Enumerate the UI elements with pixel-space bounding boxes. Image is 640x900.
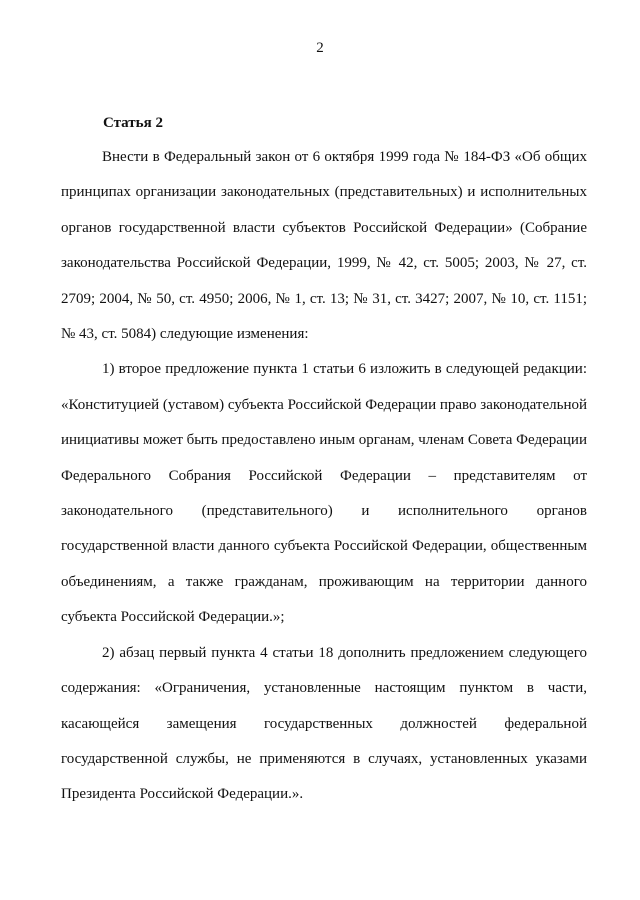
article-paragraph-item-1: 1) второе предложение пункта 1 статьи 6 изложить в следующей редакции: «Конституцией (уставом) субъекта Российской Федерации право законодательной инициативы может быть предоставлено иным органам, членам Совета Федерации Федерального Собрания Российской Федерации – представителям от законодательного (представительного) и исполнительного органов государственной власти данного субъекта Российской Федерации, общественным объединениям, а также гражданам, проживающим на территории данного субъекта Российской Федерации.»; bbox=[61, 361, 587, 626]
article-paragraph-item-2: 2) абзац первый пункта 4 статьи 18 дополнить предложением следующего содержания: «Ограничения, установленные настоящим пунктом в части, касающейся замещения государственных должностей федеральной государственной службы, не применяются в случаях, установленных указами Президента Российской Федерации.». bbox=[61, 644, 587, 803]
article-paragraph-intro: Внести в Федеральный закон от 6 октября 1999 года № 184-ФЗ «Об общих принципах организации законодательных (представительных) и исполнительных органов государственной власти субъектов Российской Федерации» (Собрание законодательства Российской Федерации, 1999, № 42, ст. 5005; 2003, № 27, ст. 2709; 2004, № 50, ст. 4950; 2006, № 1, ст. 13; № 31, ст. 3427; 2007, № 10, ст. 1151; № 43, ст. 5084) следующие изменения: bbox=[61, 149, 587, 343]
article-body bbox=[61, 140, 587, 813]
page-number: 2 bbox=[316, 40, 324, 56]
article-heading: Статья 2 bbox=[103, 115, 163, 131]
